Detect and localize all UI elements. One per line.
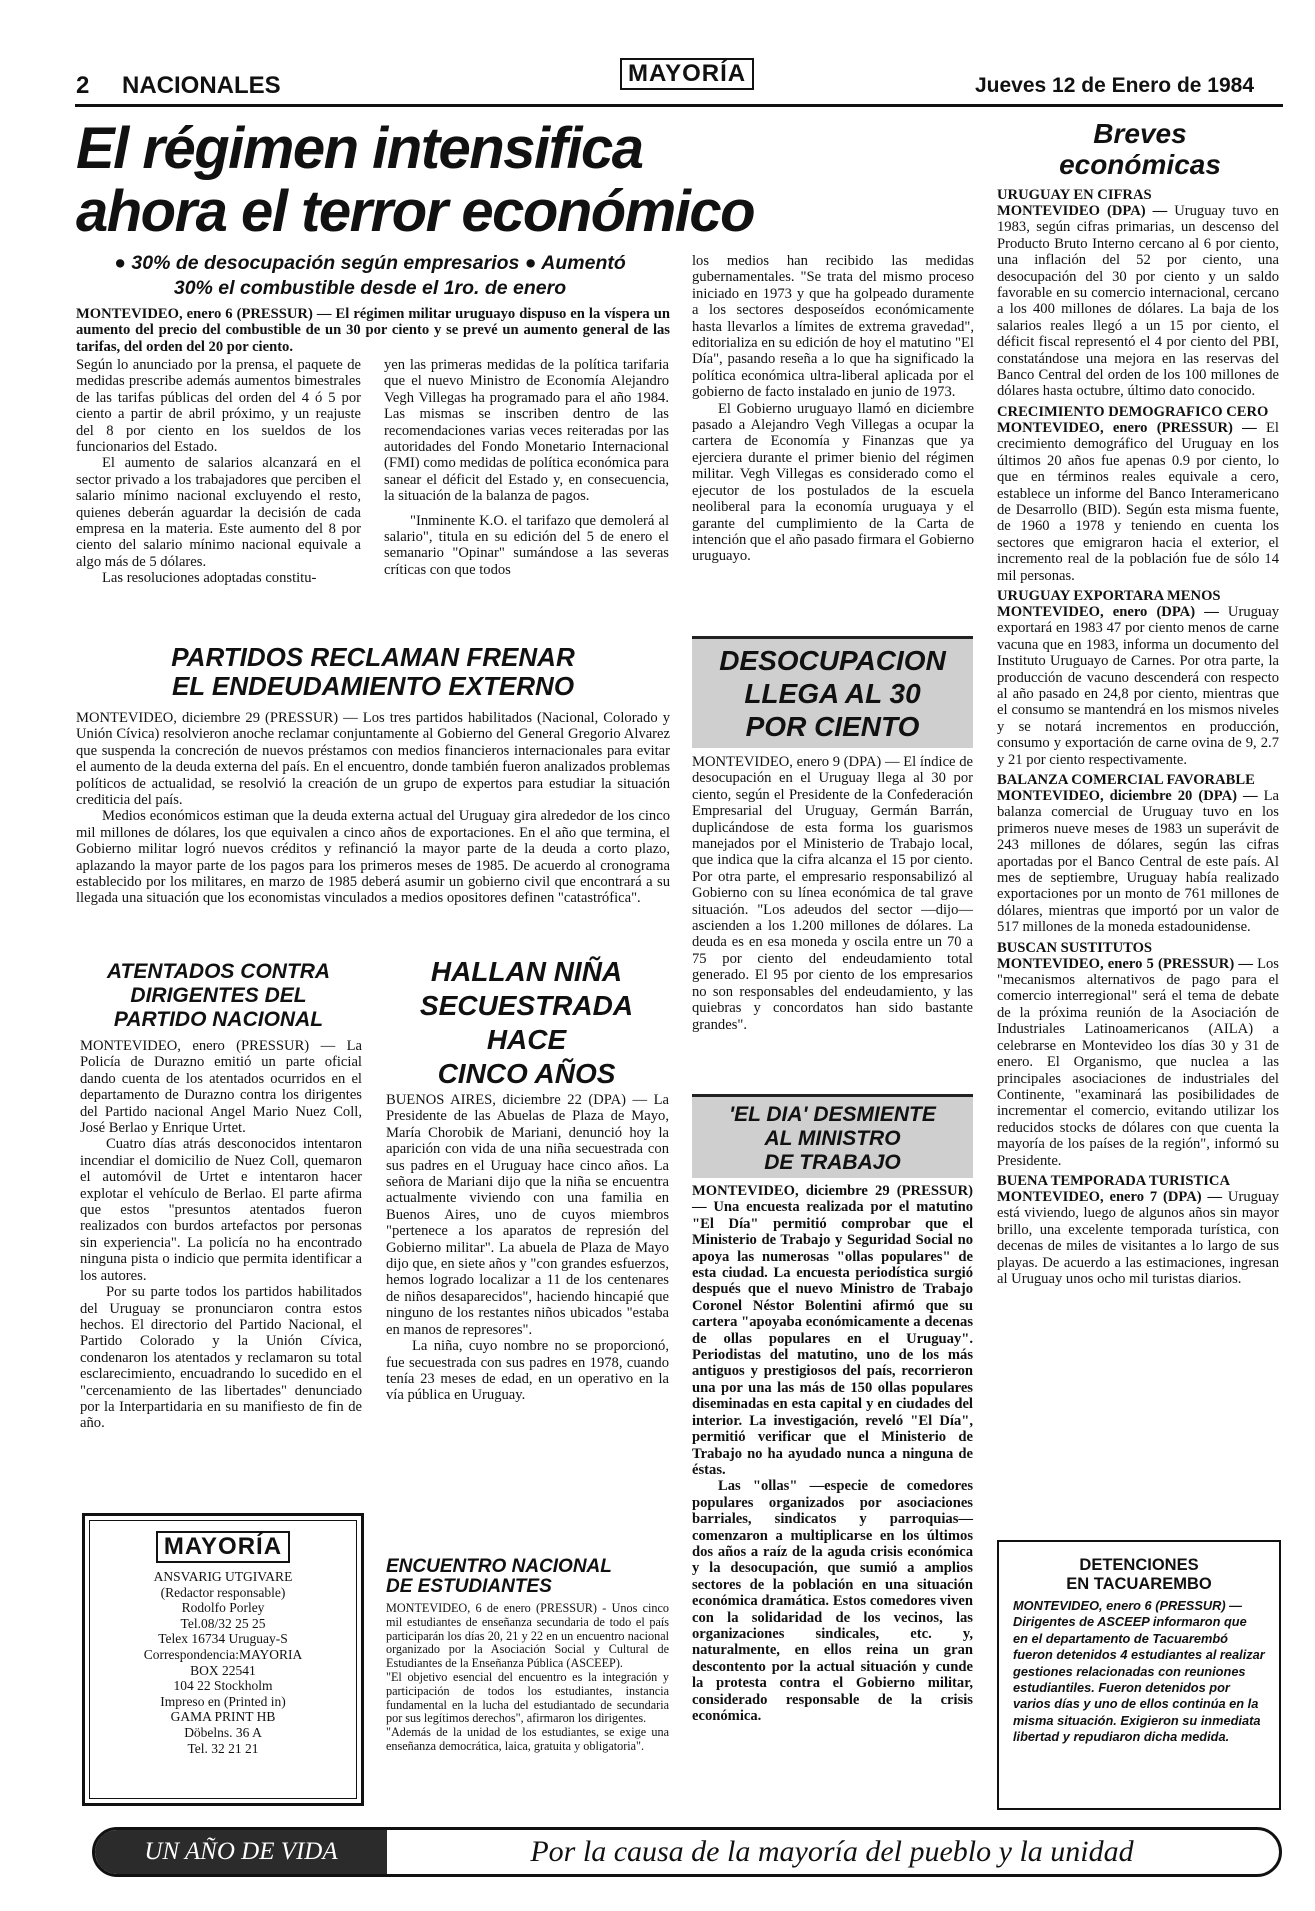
main-subtitle-line2: 30% el combustible desde el 1ro. de enero — [173, 277, 567, 299]
masthead-line: 104 22 Stockholm — [173, 1678, 273, 1694]
partidos-body — [76, 710, 670, 907]
main-col3-p1: los medios han recibido las medidas gubernamentales. "Se trata del mismo proceso iniciado en 1973 y que ha golpeado duramente a los sectores desposeídos económicamente hasta llevarlos a límites de extrema gravedad", editorializa en su edición de hoy el matutino "El Día", pasando reseña a lo que ha significado la política económica ultra-liberal aplicada por el gobierno de facto instalado en junio de 1973. — [692, 253, 974, 401]
main-col2-p2: "Inminente K.O. el tarifazo que demolerá al salario", titula en su edición del 5 de enero el semanario "Opinar" sumándose a las severas críticas con que todos — [384, 512, 669, 578]
encuentro-p1: MONTEVIDEO, 6 de enero (PRESSUR) - Unos cinco mil estudiantes de enseñanza secundaria de todo el país participarán los días 20, 21 y 22 en un encuentro nacional organizado por la Asociación Social y Cultural de Estudiantes de la Enseñanza Pública (ASCEEP). — [386, 1601, 669, 1671]
breve-head: CRECIMIENTO DEMOGRAFICO CERO — [997, 403, 1269, 420]
breve-dateline: MONTEVIDEO, enero 5 (PRESSUR) — — [997, 955, 1253, 972]
main-col1-p3: Las resoluciones adoptadas constitu- — [102, 570, 317, 587]
breve-item — [997, 588, 1279, 768]
partidos-headline-line1: PARTIDOS RECLAMAN FRENAR — [171, 642, 575, 672]
encuentro-headline-line2: DE ESTUDIANTES — [386, 1576, 552, 1597]
masthead-line: Döbelns. 36 A — [184, 1724, 262, 1740]
breve-head: BUSCAN SUSTITUTOS — [997, 939, 1153, 956]
breve-head: BUENA TEMPORADA TURISTICA — [997, 1172, 1231, 1189]
breve-dateline: MONTEVIDEO, enero (DPA) — — [997, 603, 1219, 620]
eldia-body — [692, 1183, 973, 1724]
footer-left-text: UN AÑO DE VIDA — [144, 1838, 338, 1865]
footer-right-text: Por la causa de la mayoría del pueblo y la unidad — [530, 1835, 1134, 1868]
masthead-line: (Redactor responsable) — [160, 1584, 286, 1600]
main-col3 — [692, 253, 974, 565]
breve-body: El crecimiento demográfico del Uruguay en los últimos 20 años fue apenas 0.9 por ciento, lo que en términos reales equivale a cero, establece un informe del Banco Interamericano de Desarrollo (BID). Según esta misma fuente, de 1960 a 1978 y teniendo en cuenta los sectores que emigraron hacia el exterior, el incremento real de la población fue de sólo 14 mil personas. — [997, 419, 1279, 584]
main-col1-p2: El aumento de salarios alcanzará en el sector privado a los trabajadores que perciben el salario mínimo nacional excluyendo el resto, quienes deberán aguardar la decisión de cada empresa en la materia. Este aumento del 8 por ciento del salario mínimo nacional equivale a algo más de 5 dólares. — [76, 455, 361, 570]
nina-headline-line3: HACE — [486, 1024, 567, 1055]
encuentro-headline-line1: ENCUENTRO NACIONAL — [386, 1556, 612, 1577]
partidos-headline — [76, 643, 670, 701]
masthead-line: Correspondencia:MAYORIA — [143, 1646, 303, 1662]
masthead-line: GAMA PRINT HB — [170, 1709, 276, 1725]
desocupacion-body — [692, 754, 973, 1033]
partidos-p1: MONTEVIDEO, diciembre 29 (PRESSUR) — Los tres partidos habilitados (Nacional, Colorado y Unión Cívica) resolvieron anoche reclamar conjuntamente al Gobierno del General Gregorio Alvarez que suspenda la concreción de nuevos préstamos con medios financieros internacionales para evitar el aumento de la deuda externa del país. En el encuentro, donde también fueron analizados problemas políticos de actualidad, se resolvió la creación de un grupo de expertos para estudiar la situación crediticia del país. — [76, 710, 670, 809]
masthead-line: ANSVARIG UTGIVARE — [153, 1569, 293, 1584]
breve-dateline: MONTEVIDEO, diciembre 20 (DPA) — — [997, 788, 1258, 804]
masthead-line: Rodolfo Porley — [181, 1600, 265, 1616]
breve-dateline: MONTEVIDEO, enero 7 (DPA) — — [997, 1188, 1223, 1205]
breve-body: Uruguay exportará en 1983 47 por ciento menos de carne vacuna que en 1983, informa un documento del Instituto Uruguayo de Carnes. Por otra parte, la producción de vacuno descenderá con respecto al año pasado en 24,8 por ciento, mientras que el consumo se mantendrá en los mismos niveles y se notará incrementos en producción, consumo y exportación de carne ovina de 9, 2.7 y 21 por ciento respectivamente. — [997, 603, 1279, 768]
issue-date: Jueves 12 de Enero de 1984 — [975, 74, 1254, 97]
breve-body: Uruguay está viviendo, luego de algunos años sin mayor brillo, una excelente temporada turística, con decenas de miles de visitantes a lo largo de sus playas. De acuerdo a las estimaciones, ingresan al Uruguay unos ocho mil turistas diarios. — [997, 1188, 1279, 1287]
breve-item — [997, 1173, 1279, 1287]
breves-headline — [1010, 118, 1270, 180]
masthead-box — [82, 1513, 364, 1806]
nina-p1: BUENOS AIRES, diciembre 22 (DPA) — La Presidente de las Abuelas de Plaza de Mayo, María Chorobik de Mariani, denunció hoy la aparición con vida de una niña secuestrada con sus padres en el Uruguay hace cinco años. La señora de Mariani dijo que la niña se encuentra actualmente viviendo con una familia en Buenos Aires, uno de cuyos miembros "pertenece a los aparatos de represión del Gobierno militar". La abuela de Plaza de Mayo dijo que, en siete años y "con grandes esfuerzos, hemos logrado localizar a 11 de los centenares de niños desaparecidos", haciendo hincapié que ninguno de los restantes niños ubicados "estaba en manos de represores". — [386, 1092, 669, 1338]
encuentro-headline — [386, 1557, 671, 1597]
main-headline-line2: ahora el terror económico — [76, 179, 755, 244]
detenciones-body: MONTEVIDEO, enero 6 (PRESSUR) — Dirigentes de ASCEEP informaron que en el departamento de Tacuarembó fueron detenidos 4 estudiantes al realizar gestiones relacionadas con reuniones estudiantiles. Fueron detenidos por varios días y uno de ellos continúa en la misma situación. Exigieron su inmediata libertad y repudiaron dicha medida. — [1013, 1598, 1265, 1745]
breve-head: BALANZA COMERCIAL FAVORABLE — [997, 772, 1255, 788]
breve-body: Los "mecanismos alternativos de pago para el comercio interregional" será el tema de debate de la próxima reunión de la Asociación de Industriales Latinoamericanos (AILA) a celebrarse en Montevideo los días 30 y 31 de enero. El Organismo, que nuclea a las principales asociaciones de industriales del Continente, "examinará las posibilidades de incrementar el comercio, evitando utilizar los reducidos stocks de dólares con que cuenta la mayoría de los países de la región", informó su Presidente. — [997, 955, 1279, 1169]
eldia-headline-line1: 'EL DIA' DESMIENTE — [729, 1103, 936, 1126]
desocupacion-headline — [692, 636, 973, 748]
breve-item — [997, 404, 1279, 584]
breve-body: La balanza comercial de Uruguay tuvo en los primeros nueve meses de 1983 un superávit de 243 millones de dólares, según las cifras aportadas por el Banco Central de este país. Al mes de septiembre, Uruguay había realizado exportaciones por un monto de 761 millones de dólares, mientras que importó por un valor de 517 millones de la moneda estadounidense. — [997, 788, 1279, 936]
breve-item — [997, 940, 1279, 1169]
footer-banner — [92, 1827, 1282, 1877]
logo-text: MAYORÍA — [620, 58, 754, 90]
nina-body — [386, 1092, 669, 1404]
masthead-line: Tel.08/32 25 25 — [180, 1615, 266, 1631]
detenciones-headline-line2: EN TACUAREMBO — [1066, 1575, 1212, 1593]
main-col3-p2: El Gobierno uruguayo llamó en diciembre pasado a Alejandro Vegh Villegas a ocupar la cartera de Economía y Finanzas que ya ejerciera durante el primer bienio del régimen militar. Vegh Villegas es considerado como el ejecutor de los postulados de la escuela neoliberal para la economía uruguaya y el garante del cumplimiento de la Carta de intención que el año pasado firmara el Gobierno uruguayo. — [692, 400, 974, 565]
breve-item — [997, 772, 1279, 936]
nina-headline-line4: CINCO AÑOS — [437, 1058, 616, 1089]
atentados-headline-line3: PARTIDO NACIONAL — [113, 1008, 324, 1031]
desocupacion-p1: MONTEVIDEO, enero 9 (DPA) — El índice de desocupación en el Uruguay llega al 30 por ciento, según el Presidente de la Confederación Empresarial del Uruguay, Germán Barrán, duplicándose de esta forma los guarismos manejados por el Ministerio de Trabajo local, que indica que la cifra alcanza el 15 por ciento. Por otra parte, el empresario responsabilizó al Gobierno con su línea económica de tal grave situación. "Los adeudos del sector —dijo— ascienden a los 1.200 millones de dólares. La deuda es en esa moneda y oscila entre un 70 a 75 por ciento del endeudamiento total generado. El 95 por ciento de los empresarios no son responsables del endeudamiento, y las quiebras y concordatos han sido bastante grandes". — [692, 754, 973, 1033]
nina-p2: La niña, cuyo nombre no se proporcionó, fue secuestrada con sus padres en 1978, cuando tenía 23 meses de edad, en un operativo en la vía pública en Uruguay. — [386, 1338, 669, 1404]
partidos-p2: Medios económicos estiman que la deuda externa actual del Uruguay gira alrededor de los cinco mil millones de dólares, los que equivalen a cinco años de exportaciones. En el año que termina, el Gobierno militar logró nuevos créditos y refinanció la mayor parte de la deuda a corto plazo, aplazando la mayor parte de los pagos para los primeros meses de 1985. De acuerdo al cronograma establecido por los militares, en marzo de 1985 deberá asumir un gobierno civil que encontrará a su llegada una situación que los economistas vinculados a medios opositores definen "catastrófica". — [76, 808, 670, 907]
masthead-logo — [620, 58, 754, 90]
desocupacion-headline-line2: LLEGA AL 30 — [744, 678, 921, 709]
atentados-headline-line2: DIRIGENTES DEL — [130, 984, 307, 1007]
section-label: NACIONALES — [122, 72, 281, 99]
masthead-box-lines — [90, 1569, 356, 1756]
breves-column — [997, 187, 1279, 1287]
detenciones-headline-line1: DETENCIONES — [1079, 1556, 1199, 1574]
main-col2 — [384, 357, 669, 578]
header-rule — [75, 104, 1283, 107]
breves-headline-line1: Breves — [1093, 118, 1187, 149]
detenciones-headline — [1013, 1556, 1265, 1594]
nina-headline — [384, 955, 669, 1091]
breve-body: Uruguay tuvo en 1983, según cifras primarias, un descenso del Producto Bruto Interno cercano al 6 por ciento, una inflación del 52 por ciento, una desocupación del 30 por ciento y un saldo favorable en su comercio internacional, cercano a los 400 millones de dólares. La baja de los salarios reales llegó a un 15 por ciento, el déficit fiscal representó el 4 por ciento del PBI, constatándose una mejora en las reservas del Banco Central del orden de los 100 millones de dólares hasta octubre, último dato conocido. — [997, 203, 1279, 400]
footer-left-band — [95, 1830, 387, 1874]
main-subtitle-line1: ● 30% de desocupación según empresarios ● Aumentó — [114, 252, 626, 274]
masthead-line: Impreso en (Printed in) — [160, 1693, 286, 1709]
masthead-box-logo: MAYORÍA — [156, 1531, 290, 1563]
nina-headline-line2: SECUESTRADA — [419, 990, 634, 1021]
nina-headline-line1: HALLAN NIÑA — [430, 956, 623, 987]
breve-item — [997, 187, 1279, 400]
eldia-headline-line2: AL MINISTRO — [764, 1127, 901, 1150]
desocupacion-headline-line3: POR CIENTO — [745, 711, 920, 742]
encuentro-body — [386, 1602, 669, 1754]
eldia-headline-line3: DE TRABAJO — [764, 1151, 901, 1174]
breve-dateline: MONTEVIDEO (DPA) — — [997, 203, 1168, 219]
detenciones-box — [997, 1540, 1281, 1810]
eldia-p1: MONTEVIDEO, diciembre 29 (PRESSUR) — Una encuesta realizada por el matutino "El Día" permitió comprobar que el Ministerio de Trabajo y Seguridad Social no apoya las numerosas "ollas populares" de esta ciudad. La encuesta periodística surgió después que el nuevo Ministro de Trabajo Coronel Néstor Bolentini afirmó que su cartera "apoyaba económicamente a decenas de ollas populares en el Uruguay". Periodistas del matutino, uno de los más antiguos y prestigiosos del país, recorrieron una por una las más de 150 ollas populares diseminadas en esta capital y en ciudades del interior. La investigación, reveló "El Día", permitió verificar que el Ministerio de Trabajo no ha ayudado nunca a ninguna de éstas. — [692, 1183, 973, 1478]
masthead-line: Telex 16734 Uruguay-S — [158, 1631, 288, 1647]
eldia-headline — [692, 1094, 973, 1178]
partidos-headline-line2: EL ENDEUDAMIENTO EXTERNO — [171, 671, 575, 701]
masthead-line: Tel. 32 21 21 — [187, 1740, 259, 1756]
breve-head: URUGUAY EN CIFRAS — [997, 187, 1152, 203]
main-headline-line1: El régimen intensifica — [76, 116, 643, 181]
desocupacion-headline-line1: DESOCUPACION — [719, 645, 946, 676]
masthead-line: BOX 22541 — [190, 1662, 256, 1678]
atentados-p2: Cuatro días atrás desconocidos intentaron incendiar el domicilio de Nuez Coll, quemaron el automóvil de Urtet e intentaron hacer explotar el vehículo de Berlao. El parte afirma que estos "presuntos atentados fueron realizados con burdos artefactos por personas sin experiencia". La policía no ha encontrado ninguna pista o indicio que permita identificar a los autores. — [80, 1136, 362, 1284]
main-lead: MONTEVIDEO, enero 6 (PRESSUR) — El régimen militar uruguayo dispuso en la víspera un aumento del precio del combustible de un 30 por ciento y se prevé un aumento general de las tarifas, del orden del 20 por ciento. — [76, 306, 670, 355]
atentados-body — [80, 1038, 362, 1432]
page-number: 2 — [76, 72, 90, 99]
breves-headline-line2: económicas — [1059, 149, 1221, 180]
eldia-p2: Las "ollas" —especie de comedores populares organizados por asociaciones barriales, sindicatos y parroquias— comenzaron a multiplicarse en los últimos dos años a raíz de la aguda crisis económica y la desocupación, que sumió a amplios sectores de la población en una situación económica dramática. Estos comedores viven con la solidaridad de los vecinos, las organizaciones sindicales, etc. y, naturalmente, en ellos reina un gran descontento por la actual situación y cunde la protesta contra el Gobierno militar, considerado responsable de la crisis económica. — [692, 1478, 973, 1724]
breve-head: URUGUAY EXPORTARA MENOS — [997, 587, 1221, 604]
atentados-headline — [76, 960, 361, 1032]
atentados-headline-line1: ATENTADOS CONTRA — [106, 960, 331, 983]
atentados-p3: Por su parte todos los partidos habilitados del Uruguay se pronunciaron contra estos hechos. El directorio del Partido Nacional, el Partido Colorado y la Unión Cívica, condenaron los atentados y reclamaron su total esclarecimiento, encuadrando lo sucedido en el "cercenamiento de las libertades" denunciado por la Interpartidaria en su manifiesto de fin de año. — [80, 1284, 362, 1432]
main-col1-p1: Según lo anunciado por la prensa, el paquete de medidas prescribe además aumentos bimestrales de las tarifas públicas del orden del 4 ó 5 por ciento a partir de abril próximo, y un reajuste del 8 por ciento en los sueldos de los funcionarios del Estado. — [76, 357, 361, 456]
main-col2-p1: yen las primeras medidas de la política tarifaria que el nuevo Ministro de Economía Alejandro Vegh Villegas ha programado para el año 1984. Las mismas se inscriben dentro de las recomendaciones varias veces reiteradas por las autoridades del Fondo Monetario Internacional (FMI) como medidas de política económica para sanear el déficit del Estado y, en consecuencia, la situación de la balanza de pagos. — [384, 357, 669, 505]
atentados-p1: MONTEVIDEO, enero (PRESSUR) — La Policía de Durazno emitió un parte oficial dando cuenta de los atentados ocurridos en el departamento de Durazno contra los dirigentes del Partido nacional Angel Mario Nuez Coll, José Berlao y Enrique Urtet. — [80, 1038, 362, 1137]
encuentro-p3: "Además de la unidad de los estudiantes, se exige una enseñanza democrática, laica, gratuita y obligatoria". — [386, 1725, 669, 1753]
main-col1 — [76, 357, 361, 587]
breve-dateline: MONTEVIDEO, enero (PRESSUR) — — [997, 419, 1257, 436]
encuentro-p2: "El objetivo esencial del encuentro es la integración y participación de todos los estudiantes, instancia fundamental en la lucha del estudiantado de secundaria por sus legítimos derechos", afirmaron los dirigentes. — [386, 1669, 669, 1726]
